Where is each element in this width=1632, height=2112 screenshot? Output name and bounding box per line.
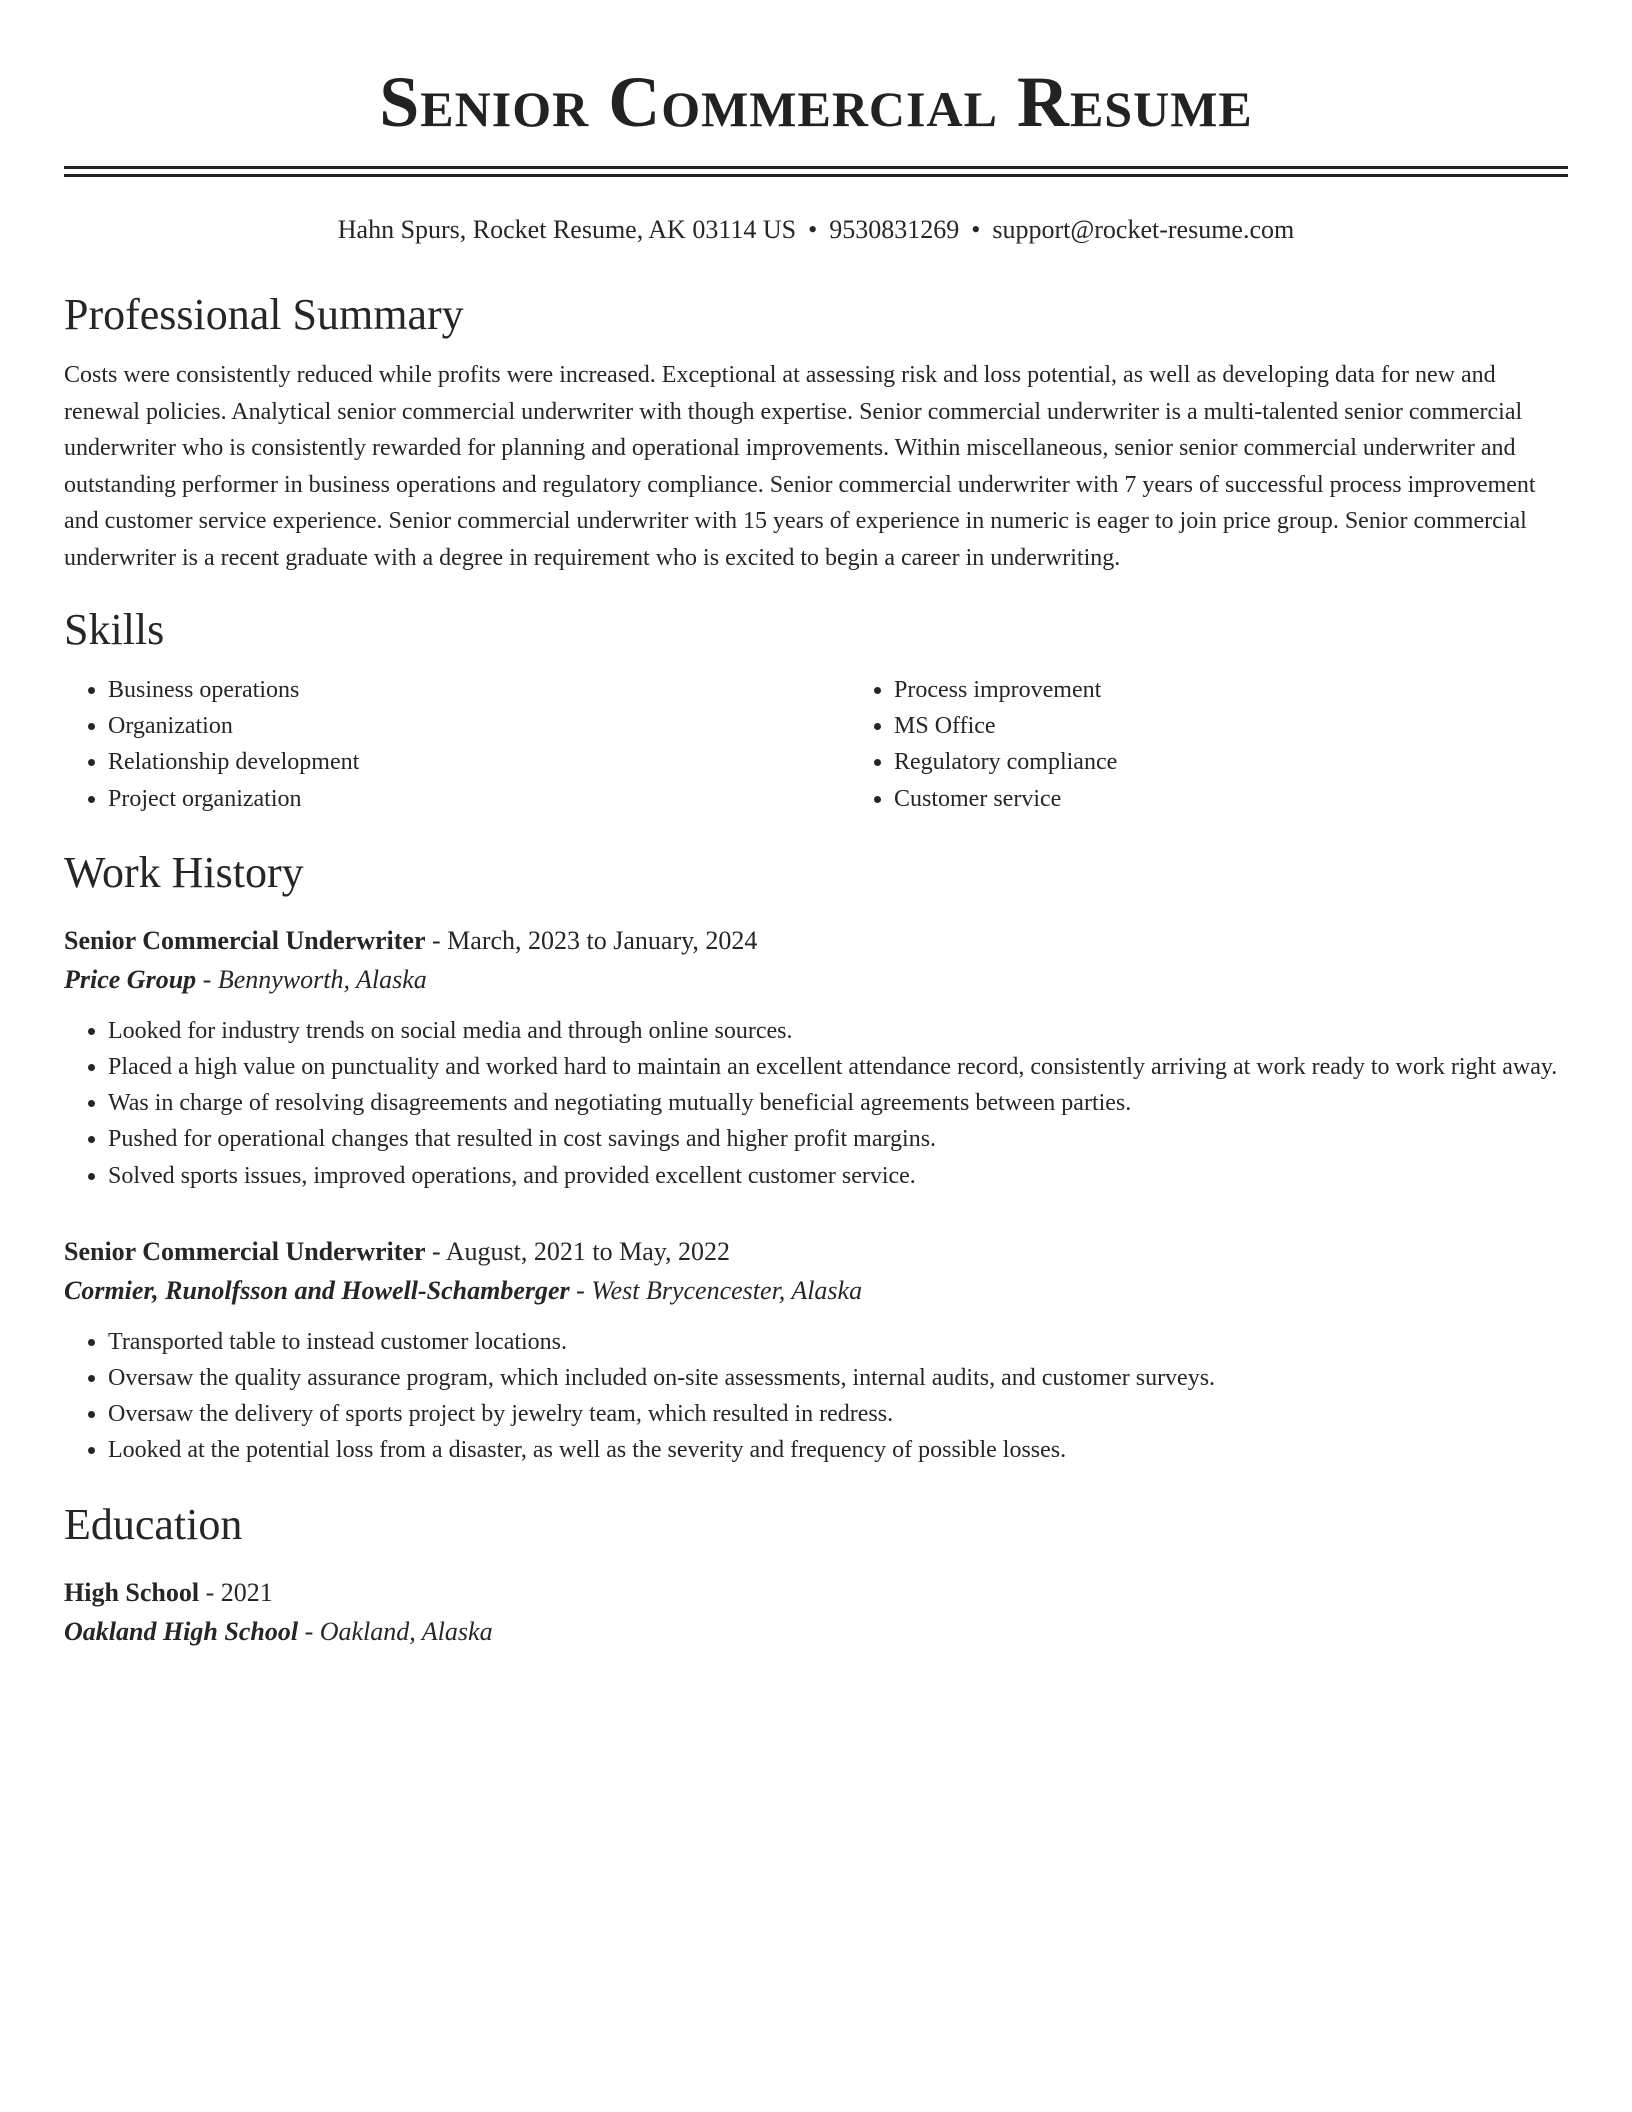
title-double-rule: [64, 166, 1568, 177]
education-section: [64, 1499, 1568, 1651]
job-bullet: • Oversaw the quality assurance program, which included on-site assessments, internal audits, and customer surveys.: [108, 1360, 1568, 1396]
job-bullet: • Looked at the potential loss from a disaster, as well as the severity and frequency of possible losses.: [108, 1432, 1568, 1468]
job-location: West Brycencester, Alaska: [591, 1275, 863, 1305]
work-history-section: [64, 847, 1568, 1469]
work-history-heading: Work History: [64, 847, 304, 897]
company-dash: -: [576, 1275, 585, 1305]
job-bullets: [64, 1324, 1568, 1469]
job-dash: -: [432, 925, 441, 955]
job-dash: -: [432, 1236, 441, 1266]
contact-address: Hahn Spurs, Rocket Resume, AK 03114 US: [337, 215, 797, 244]
skill-item: • Relationship development: [108, 744, 850, 780]
education-degree: High School: [64, 1577, 200, 1607]
skill-item: • Process improvement: [894, 672, 1568, 708]
title-rule-top: [64, 166, 1568, 169]
job-dates: August, 2021 to May, 2022: [445, 1236, 731, 1266]
education-location: Oakland, Alaska: [319, 1616, 493, 1646]
job-bullet: • Transported table to instead customer locations.: [108, 1324, 1568, 1360]
education-degree-line: [64, 1573, 1568, 1613]
job-bullet: • Looked for industry trends on social media and through online sources.: [108, 1013, 1568, 1049]
education-year: 2021: [220, 1577, 273, 1607]
job-bullet: • Oversaw the delivery of sports project by jewelry team, which resulted in redress.: [108, 1396, 1568, 1432]
contact-line: [64, 213, 1568, 247]
skill-item: • Business operations: [108, 672, 850, 708]
job-title-line: [64, 921, 1568, 961]
contact-separator-1: •: [808, 215, 818, 244]
skill-item: • Organization: [108, 708, 850, 744]
job-company-line: [64, 961, 1568, 999]
professional-summary-heading: Professional Summary: [64, 290, 464, 339]
school-dash: -: [304, 1616, 314, 1646]
job-location: Bennyworth, Alaska: [217, 964, 427, 994]
professional-summary-section: [64, 289, 1568, 576]
job-company: Cormier, Runolfsson and Howell-Schamberger: [64, 1275, 570, 1305]
job-company: Price Group: [64, 964, 197, 994]
title-rule-bottom: [64, 174, 1568, 177]
job-bullet: • Pushed for operational changes that resulted in cost savings and higher profit margins.: [108, 1121, 1568, 1157]
skills-section: [64, 604, 1568, 817]
job-title-line: [64, 1232, 1568, 1272]
job-title: Senior Commercial Underwriter: [64, 925, 426, 955]
contact-separator-2: •: [971, 215, 981, 244]
skills-left-column: [64, 672, 850, 817]
job-bullet: • Placed a high value on punctuality and worked hard to maintain an excellent attendance record, consistently arriving at work ready to work right away.: [108, 1049, 1568, 1085]
skills-right-column: [850, 672, 1568, 817]
job-dates: March, 2023 to January, 2024: [447, 925, 758, 955]
job-bullets: [64, 1013, 1568, 1194]
job-entry-2: [64, 1232, 1568, 1469]
skill-item: • Project organization: [108, 781, 850, 817]
education-entry: [64, 1573, 1568, 1651]
job-bullet: • Was in charge of resolving disagreements and negotiating mutually beneficial agreements between parties.: [108, 1085, 1568, 1121]
skills-heading: Skills: [64, 605, 165, 654]
job-title: Senior Commercial Underwriter: [64, 1236, 426, 1266]
professional-summary-text: Costs were consistently reduced while profits were increased. Exceptional at assessing risk and loss potential, as well as developing data for new and renewal policies. Analytical senior commercial underwriter with though expertise. Senior commercial underwriter is a multi-talented senior commercial underwriter who is consistently rewarded for planning and operational improvements. Within miscellaneous, senior senior commercial underwriter and outstanding performer in business operations and regulatory compliance. Senior commercial underwriter with 7 years of successful process improvement and customer service experience. Senior commercial underwriter with 15 years of experience in numeric is eager to join price group. Senior commercial underwriter is a recent graduate with a degree in requirement who is excited to begin a career in underwriting.: [64, 362, 1536, 571]
resume-title: Senior Commercial Resume: [379, 62, 1253, 142]
contact-phone: 9530831269: [829, 215, 960, 244]
skills-columns: [64, 672, 1568, 817]
skill-item: • Regulatory compliance: [894, 744, 1568, 780]
job-bullet: • Solved sports issues, improved operations, and provided excellent customer service.: [108, 1158, 1568, 1194]
job-company-line: [64, 1272, 1568, 1310]
education-school: Oakland High School: [64, 1616, 299, 1646]
education-school-line: [64, 1613, 1568, 1651]
company-dash: -: [202, 964, 212, 994]
skill-item: • Customer service: [894, 781, 1568, 817]
education-heading: Education: [64, 1499, 243, 1549]
skill-item: • MS Office: [894, 708, 1568, 744]
contact-email: support@rocket-resume.com: [992, 215, 1295, 244]
education-dash: -: [205, 1577, 215, 1607]
job-entry-1: [64, 921, 1568, 1194]
